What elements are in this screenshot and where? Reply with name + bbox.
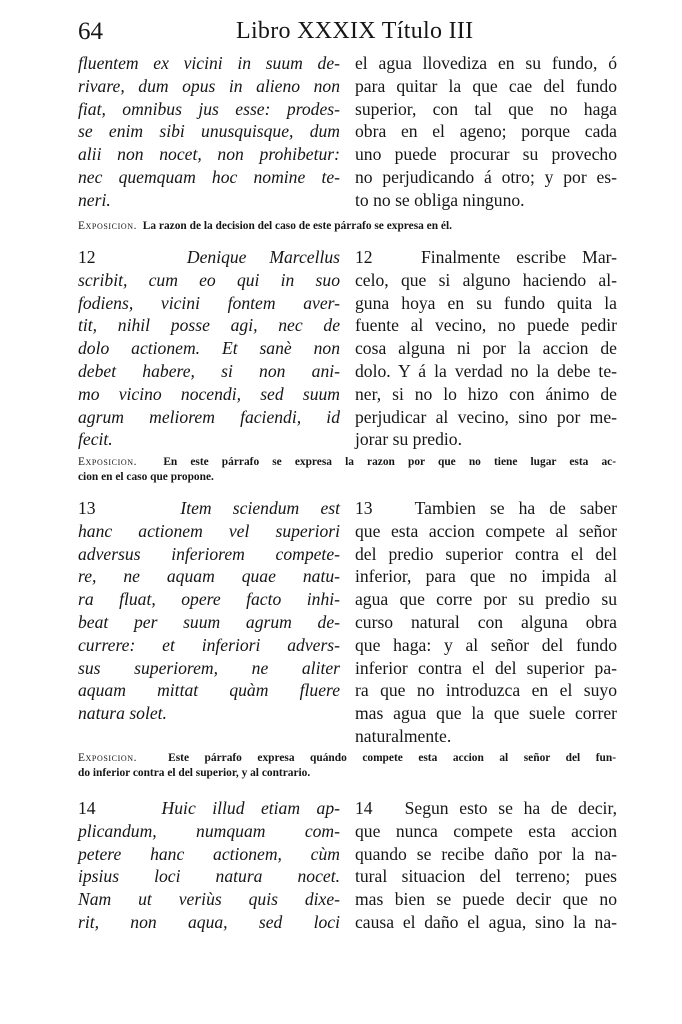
spanish-line: superior, con tal que no haga — [355, 98, 617, 119]
latin-line: fecit. — [78, 429, 113, 450]
latin-line: sus superiorem, ne aliter — [78, 657, 340, 678]
exposicion-note — [78, 219, 616, 234]
paragraph-number: 12 — [355, 247, 373, 267]
latin-line: Nam ut veriùs quis dixe- — [78, 889, 340, 910]
latin-line: neri. — [78, 189, 111, 210]
latin-column — [78, 497, 340, 725]
exposicion-note — [78, 751, 616, 781]
latin-column — [78, 246, 340, 451]
paragraph-number: 14 — [78, 798, 96, 818]
spanish-line: inferior contra el del superior pa- — [355, 657, 617, 678]
spanish-line: 14 Segun esto se ha de decir, — [355, 798, 617, 818]
latin-line: nec quemquam hoc nomine te- — [78, 166, 340, 187]
latin-line: agrum meliorem faciendi, id — [78, 406, 340, 427]
spanish-line: ra que no introduzca en el suyo — [355, 680, 617, 701]
spanish-column — [355, 246, 617, 451]
latin-line: 13 Item sciendum est — [78, 498, 340, 518]
spanish-line: dolo. Y á la verdad no la debe te- — [355, 360, 617, 381]
spanish-line: que nunca compete esta accion — [355, 820, 617, 841]
exposicion-label: Exposicion. — [78, 456, 138, 468]
latin-line: re, ne aquam quae natu- — [78, 566, 340, 587]
spanish-line: 13 Tambien se ha de saber — [355, 498, 617, 518]
spanish-line: mas agua que la que suele correr — [355, 703, 617, 724]
latin-line: tit, nihil posse agi, nec de — [78, 315, 340, 336]
latin-line: plicandum, numquam com- — [78, 820, 340, 841]
latin-line: beat per suum agrum de- — [78, 611, 340, 632]
spanish-line: 12 Finalmente escribe Mar- — [355, 247, 617, 267]
latin-line: natura solet. — [78, 703, 167, 724]
latin-line: fodiens, vicini fontem aver- — [78, 292, 340, 313]
exposicion-text: En este párrafo se expresa la razon por que no tiene lugar esta ac- — [163, 456, 616, 468]
latin-line: fiat, omnibus jus esse: prodes- — [78, 98, 340, 119]
spanish-line: uno puede procurar su provecho — [355, 144, 617, 165]
latin-line: hanc actionem vel superiori — [78, 520, 340, 541]
spanish-line: curso natural con alguna obra — [355, 611, 617, 632]
paragraph-number: 14 — [355, 798, 373, 818]
paragraph-number: 12 — [78, 247, 96, 267]
paragraph-block — [78, 246, 616, 454]
spanish-line: guna hoya en su fundo quita la — [355, 292, 617, 313]
spanish-column — [355, 797, 617, 934]
latin-line: currere: et inferiori advers- — [78, 634, 340, 655]
latin-line: ipsius loci natura nocet. — [78, 866, 340, 887]
spanish-line: naturalmente. — [355, 725, 452, 746]
spanish-line: que haga: y al señor del fundo — [355, 634, 617, 655]
paragraph-number: 13 — [355, 498, 373, 518]
latin-line: petere hanc actionem, cùm — [78, 843, 340, 864]
latin-line: rit, non aqua, sed loci — [78, 911, 340, 932]
spanish-line: para quitar la que cae del fundo — [355, 75, 617, 96]
latin-line: fluentem ex vicini in suum de- — [78, 53, 340, 73]
paragraph-block — [78, 797, 616, 937]
spanish-line: inferior, para que no impida al — [355, 566, 617, 587]
spanish-line: cosa alguna ni por la accion de — [355, 338, 617, 359]
latin-line: 12 Denique Marcellus — [78, 247, 341, 267]
spanish-line: mas bien se puede decir que no — [355, 889, 617, 910]
spanish-column — [355, 52, 617, 212]
exposicion-label: Exposicion. — [78, 752, 138, 764]
latin-column — [78, 797, 340, 934]
exposicion-line: do inferior contra el del superior, y al contrario. — [78, 767, 311, 779]
exposicion-text: Este párrafo expresa quándo compete esta accion al señor del fun- — [168, 752, 616, 764]
latin-line: se enim sibi unusquisque, dum — [78, 121, 340, 142]
spanish-line: perjudicar al vecino, sino por me- — [355, 406, 617, 427]
paragraph-block — [78, 52, 616, 214]
paragraph-block — [78, 497, 616, 751]
spanish-line: que esta accion compete al señor — [355, 520, 617, 541]
exposicion-line: cion en el caso que propone. — [78, 471, 214, 483]
spanish-line: celo, que si alguno haciendo al- — [355, 269, 617, 290]
spanish-column — [355, 497, 617, 748]
latin-line: ra fluat, opere facto inhi- — [78, 589, 340, 610]
latin-line: mo vicino nocendi, sed suum — [78, 383, 340, 404]
exposicion-line — [78, 219, 616, 234]
exposicion-text: La razon de la decision del caso de este párrafo se expresa en él. — [142, 220, 452, 232]
exposicion-line — [78, 455, 616, 470]
spanish-line: tural situacion del terreno; pues — [355, 866, 617, 887]
spanish-line: causa el daño el agua, sino la na- — [355, 911, 617, 932]
latin-line: rivare, dum opus in alieno non — [78, 75, 340, 96]
paragraph-number: 13 — [78, 498, 96, 518]
latin-line: aquam mittat quàm fluere — [78, 680, 340, 701]
spanish-line: ner, si no lo hizo con ánimo de — [355, 383, 617, 404]
latin-line: debet habere, si non ani- — [78, 360, 340, 381]
latin-line: adversus inferiorem compete- — [78, 543, 340, 564]
spanish-line: fuente al vecino, no puede pedir — [355, 315, 617, 336]
exposicion-line — [78, 751, 616, 766]
latin-line: 14 Huic illud etiam ap- — [78, 798, 341, 818]
page-number: 64 — [78, 18, 103, 45]
spanish-line: del predio superior contra el del — [355, 543, 617, 564]
latin-line: scribit, cum eo qui in suo — [78, 269, 340, 290]
spanish-line: no perjudicando á otro; y por es- — [355, 166, 617, 187]
spanish-line: el agua llovediza en su fundo, ó — [355, 53, 617, 73]
spanish-line: to no se obliga ninguno. — [355, 189, 525, 210]
spanish-line: agua que corre por su predio su — [355, 589, 617, 610]
latin-line: alii non nocet, non prohibetur: — [78, 144, 340, 165]
spanish-line: jorar su predio. — [355, 429, 462, 450]
latin-line: dolo actionem. Et sanè non — [78, 338, 340, 359]
spanish-line: obra en el ageno; porque cada — [355, 121, 617, 142]
running-title: Libro XXXIX Título III — [236, 18, 474, 44]
latin-column — [78, 52, 340, 212]
exposicion-note — [78, 455, 616, 485]
exposicion-label: Exposicion. — [78, 220, 138, 232]
spanish-line: quando se recibe daño por la na- — [355, 843, 617, 864]
page-header — [78, 16, 618, 50]
